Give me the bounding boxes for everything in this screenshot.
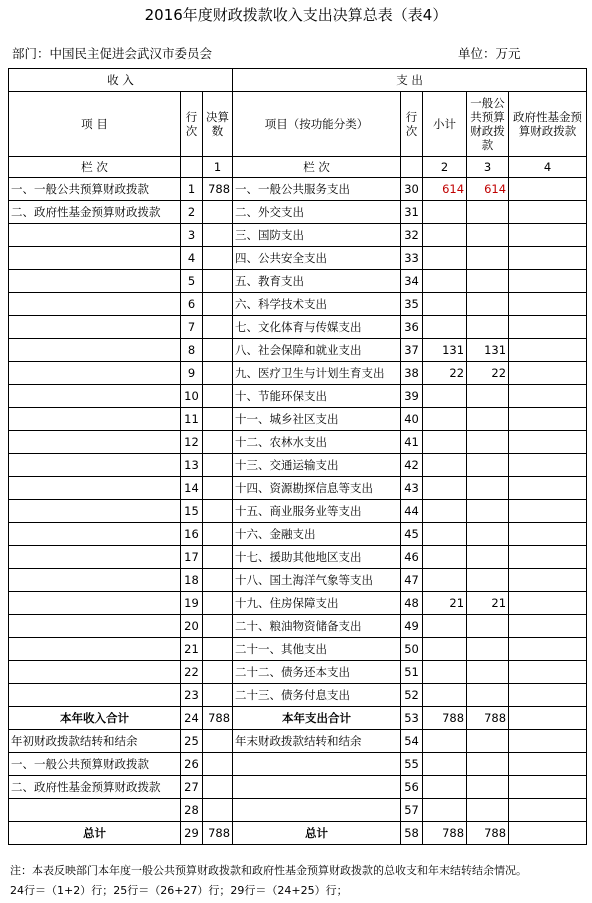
item-header: 项 目	[9, 92, 181, 157]
expense-row-no: 39	[401, 385, 423, 408]
expense-row-no: 45	[401, 523, 423, 546]
grand-income-total-label: 总计	[9, 822, 181, 845]
expense-subtotal	[423, 293, 467, 316]
expense-general-budget	[467, 753, 509, 776]
table-row	[9, 316, 587, 339]
expense-header: 支 出	[233, 69, 587, 92]
income-row-no: 27	[181, 776, 203, 799]
expense-item: 十四、资源勘探信息等支出	[233, 477, 401, 500]
expense-gov-fund	[509, 684, 587, 707]
footnote-1: 注：本表反映部门本年度一般公共预算财政拨款和政府性基金预算财政拨款的总收支和年末结转结余情况。	[10, 864, 527, 877]
table-row	[9, 201, 587, 224]
item-func-header: 项目（按功能分类）	[233, 92, 401, 157]
expense-subtotal	[423, 684, 467, 707]
income-item	[9, 638, 181, 661]
expense-row-no: 40	[401, 408, 423, 431]
income-amount: 788	[203, 707, 233, 730]
expense-row-no: 52	[401, 684, 423, 707]
expense-subtotal	[423, 661, 467, 684]
income-item	[9, 592, 181, 615]
expense-subtotal: 131	[423, 339, 467, 362]
expense-subtotal	[423, 270, 467, 293]
expense-general-budget: 614	[467, 178, 509, 201]
expense-general-budget	[467, 408, 509, 431]
expense-item: 八、社会保障和就业支出	[233, 339, 401, 362]
expense-item: 十九、住房保障支出	[233, 592, 401, 615]
expense-general-budget	[467, 247, 509, 270]
expense-item: 十六、金融支出	[233, 523, 401, 546]
department-label: 部门：中国民主促进会武汉市委员会	[12, 46, 213, 61]
expense-item: 十七、援助其他地区支出	[233, 546, 401, 569]
year-expense-total-label: 本年支出合计	[233, 707, 401, 730]
income-amount	[203, 592, 233, 615]
table-row	[9, 684, 587, 707]
income-row-no: 13	[181, 454, 203, 477]
expense-item: 十八、国土海洋气象等支出	[233, 569, 401, 592]
expense-subtotal	[423, 454, 467, 477]
grand-expense-total-label: 总计	[233, 822, 401, 845]
expense-subtotal: 22	[423, 362, 467, 385]
income-row-no: 11	[181, 408, 203, 431]
income-row-no: 23	[181, 684, 203, 707]
expense-subtotal	[423, 408, 467, 431]
income-row-no: 8	[181, 339, 203, 362]
income-amount	[203, 500, 233, 523]
income-row-no: 3	[181, 224, 203, 247]
table-row	[9, 730, 587, 753]
expense-subtotal: 21	[423, 592, 467, 615]
expense-gov-fund	[509, 431, 587, 454]
income-row-no: 16	[181, 523, 203, 546]
income-row-no: 2	[181, 201, 203, 224]
expense-row-no: 55	[401, 753, 423, 776]
expense-subtotal: 788	[423, 822, 467, 845]
expense-gov-fund	[509, 707, 587, 730]
expense-general-budget	[467, 454, 509, 477]
table-row	[9, 638, 587, 661]
income-item	[9, 523, 181, 546]
general-budget-header: 一般公共预算财政拨款	[467, 92, 509, 157]
expense-item: 五、教育支出	[233, 270, 401, 293]
income-amount	[203, 546, 233, 569]
expense-subtotal	[423, 638, 467, 661]
income-amount	[203, 224, 233, 247]
expense-row-no: 34	[401, 270, 423, 293]
expense-general-budget: 788	[467, 707, 509, 730]
income-row-no: 20	[181, 615, 203, 638]
expense-row-no: 33	[401, 247, 423, 270]
expense-subtotal	[423, 316, 467, 339]
table-row	[9, 362, 587, 385]
expense-general-budget	[467, 224, 509, 247]
expense-item: 十五、商业服务业等支出	[233, 500, 401, 523]
income-item	[9, 569, 181, 592]
expense-gov-fund	[509, 776, 587, 799]
income-amount	[203, 454, 233, 477]
grand-total-row	[9, 822, 587, 845]
expense-subtotal: 614	[423, 178, 467, 201]
expense-item: 二十二、债务还本支出	[233, 661, 401, 684]
year-total-row	[9, 707, 587, 730]
income-amount	[203, 247, 233, 270]
income-row-no: 7	[181, 316, 203, 339]
expense-row-no: 47	[401, 569, 423, 592]
income-header: 收 入	[9, 69, 233, 92]
table-row	[9, 661, 587, 684]
income-row-no: 6	[181, 293, 203, 316]
expense-gov-fund	[509, 477, 587, 500]
expense-gov-fund	[509, 615, 587, 638]
income-item	[9, 293, 181, 316]
expense-general-budget	[467, 684, 509, 707]
expense-item: 十三、交通运输支出	[233, 454, 401, 477]
table-row	[9, 224, 587, 247]
income-row-no: 21	[181, 638, 203, 661]
expense-gov-fund	[509, 362, 587, 385]
expense-gov-fund	[509, 454, 587, 477]
income-item	[9, 408, 181, 431]
income-item: 二、政府性基金预算财政拨款	[9, 201, 181, 224]
col2-label: 2	[423, 157, 467, 178]
expense-row-no: 37	[401, 339, 423, 362]
expense-row-no: 35	[401, 293, 423, 316]
expense-row-no: 49	[401, 615, 423, 638]
expense-gov-fund	[509, 201, 587, 224]
expense-general-budget	[467, 546, 509, 569]
income-item: 一、一般公共预算财政拨款	[9, 753, 181, 776]
income-row-no: 14	[181, 477, 203, 500]
expense-row-no: 51	[401, 661, 423, 684]
expense-row-no: 48	[401, 592, 423, 615]
table-row	[9, 500, 587, 523]
expense-item: 二十一、其他支出	[233, 638, 401, 661]
income-amount	[203, 316, 233, 339]
income-item	[9, 477, 181, 500]
expense-item: 九、医疗卫生与计划生育支出	[233, 362, 401, 385]
expense-item: 十二、农林水支出	[233, 431, 401, 454]
expense-row-no: 56	[401, 776, 423, 799]
final-header: 决算数	[203, 92, 233, 157]
income-item	[9, 661, 181, 684]
expense-subtotal	[423, 776, 467, 799]
expense-subtotal	[423, 799, 467, 822]
expense-item: 十、节能环保支出	[233, 385, 401, 408]
expense-general-budget	[467, 500, 509, 523]
expense-row-no: 54	[401, 730, 423, 753]
table-row	[9, 247, 587, 270]
expense-row-no: 44	[401, 500, 423, 523]
income-row-no: 25	[181, 730, 203, 753]
expense-gov-fund	[509, 178, 587, 201]
income-row-no: 1	[181, 178, 203, 201]
income-amount	[203, 730, 233, 753]
income-item	[9, 546, 181, 569]
expense-subtotal: 788	[423, 707, 467, 730]
income-item	[9, 799, 181, 822]
income-row-no: 9	[181, 362, 203, 385]
expense-general-budget	[467, 661, 509, 684]
table-row	[9, 523, 587, 546]
expense-gov-fund	[509, 293, 587, 316]
col4-label: 4	[509, 157, 587, 178]
expense-row-no: 43	[401, 477, 423, 500]
expense-general-budget	[467, 799, 509, 822]
unit-label: 单位：万元	[458, 46, 521, 61]
expense-row-no: 31	[401, 201, 423, 224]
income-item	[9, 500, 181, 523]
expense-row-no: 53	[401, 707, 423, 730]
expense-item: 二、外交支出	[233, 201, 401, 224]
expense-general-budget	[467, 638, 509, 661]
income-row-no: 10	[181, 385, 203, 408]
income-amount	[203, 293, 233, 316]
table-row	[9, 408, 587, 431]
table-row	[9, 385, 587, 408]
expense-row-no: 41	[401, 431, 423, 454]
expense-item: 二十、粮油物资储备支出	[233, 615, 401, 638]
expense-row-no: 42	[401, 454, 423, 477]
income-item	[9, 316, 181, 339]
income-item: 一、一般公共预算财政拨款	[9, 178, 181, 201]
income-item	[9, 224, 181, 247]
income-item	[9, 684, 181, 707]
expense-row-no: 46	[401, 546, 423, 569]
expense-gov-fund	[509, 523, 587, 546]
income-row-no: 15	[181, 500, 203, 523]
table-row	[9, 454, 587, 477]
expense-item: 十一、城乡社区支出	[233, 408, 401, 431]
expense-item	[233, 753, 401, 776]
expense-general-budget	[467, 270, 509, 293]
expense-row-no: 32	[401, 224, 423, 247]
income-row-no: 17	[181, 546, 203, 569]
expense-subtotal	[423, 247, 467, 270]
table-row	[9, 615, 587, 638]
expense-subtotal	[423, 431, 467, 454]
expense-item: 年末财政拨款结转和结余	[233, 730, 401, 753]
income-item	[9, 385, 181, 408]
expense-subtotal	[423, 569, 467, 592]
expense-gov-fund	[509, 247, 587, 270]
expense-subtotal	[423, 615, 467, 638]
income-item	[9, 270, 181, 293]
expense-general-budget	[467, 201, 509, 224]
table-row	[9, 431, 587, 454]
expense-row-no: 50	[401, 638, 423, 661]
expense-gov-fund	[509, 822, 587, 845]
expense-item: 二十三、债务付息支出	[233, 684, 401, 707]
col-label-left: 栏 次	[9, 157, 181, 178]
expense-general-budget	[467, 569, 509, 592]
expense-subtotal	[423, 523, 467, 546]
table-row	[9, 270, 587, 293]
expense-gov-fund	[509, 339, 587, 362]
income-amount	[203, 477, 233, 500]
income-item	[9, 362, 181, 385]
income-amount	[203, 776, 233, 799]
table-row	[9, 592, 587, 615]
report-title: 2016年度财政拨款收入支出决算总表（表4）	[144, 6, 448, 24]
footnote-2: 24行＝（1+2）行；25行＝（26+27）行；29行＝（24+25）行；	[10, 884, 348, 897]
table-row	[9, 753, 587, 776]
table-row	[9, 477, 587, 500]
expense-gov-fund	[509, 569, 587, 592]
income-amount	[203, 638, 233, 661]
subtotal-header: 小计	[423, 92, 467, 157]
table-row	[9, 339, 587, 362]
income-row-no: 24	[181, 707, 203, 730]
income-amount: 788	[203, 822, 233, 845]
income-row-no: 4	[181, 247, 203, 270]
col1-label: 1	[203, 157, 233, 178]
expense-general-budget	[467, 385, 509, 408]
income-item	[9, 615, 181, 638]
expense-gov-fund	[509, 661, 587, 684]
table-row	[9, 799, 587, 822]
expense-gov-fund	[509, 224, 587, 247]
expense-gov-fund	[509, 730, 587, 753]
income-row-no: 22	[181, 661, 203, 684]
income-item	[9, 339, 181, 362]
expense-gov-fund	[509, 408, 587, 431]
expense-subtotal	[423, 477, 467, 500]
income-amount	[203, 339, 233, 362]
expense-general-budget	[467, 431, 509, 454]
expense-subtotal	[423, 546, 467, 569]
expense-item: 一、一般公共服务支出	[233, 178, 401, 201]
income-row-no: 26	[181, 753, 203, 776]
expense-general-budget: 788	[467, 822, 509, 845]
expense-gov-fund	[509, 546, 587, 569]
expense-item: 三、国防支出	[233, 224, 401, 247]
expense-gov-fund	[509, 799, 587, 822]
expense-general-budget: 21	[467, 592, 509, 615]
expense-gov-fund	[509, 270, 587, 293]
expense-general-budget	[467, 477, 509, 500]
expense-row-no: 38	[401, 362, 423, 385]
budget-table	[8, 68, 587, 845]
expense-subtotal	[423, 385, 467, 408]
expense-item: 四、公共安全支出	[233, 247, 401, 270]
expense-general-budget	[467, 523, 509, 546]
table-row	[9, 546, 587, 569]
income-item: 二、政府性基金预算财政拨款	[9, 776, 181, 799]
expense-general-budget: 22	[467, 362, 509, 385]
col-label-right: 栏 次	[233, 157, 401, 178]
row-no-header-right: 行次	[401, 92, 423, 157]
expense-subtotal	[423, 753, 467, 776]
expense-item: 六、科学技术支出	[233, 293, 401, 316]
expense-general-budget	[467, 776, 509, 799]
income-amount	[203, 661, 233, 684]
expense-row-no: 58	[401, 822, 423, 845]
expense-general-budget	[467, 293, 509, 316]
expense-item	[233, 776, 401, 799]
row-no-header: 行次	[181, 92, 203, 157]
expense-general-budget: 131	[467, 339, 509, 362]
table-row	[9, 776, 587, 799]
expense-subtotal	[423, 224, 467, 247]
expense-gov-fund	[509, 638, 587, 661]
income-amount	[203, 799, 233, 822]
expense-general-budget	[467, 316, 509, 339]
table-row	[9, 178, 587, 201]
income-amount	[203, 201, 233, 224]
income-item: 年初财政拨款结转和结余	[9, 730, 181, 753]
expense-subtotal	[423, 500, 467, 523]
expense-general-budget	[467, 615, 509, 638]
expense-item: 七、文化体育与传媒支出	[233, 316, 401, 339]
expense-general-budget	[467, 730, 509, 753]
income-amount	[203, 362, 233, 385]
expense-row-no: 36	[401, 316, 423, 339]
expense-subtotal	[423, 201, 467, 224]
income-row-no: 19	[181, 592, 203, 615]
income-row-no: 18	[181, 569, 203, 592]
expense-gov-fund	[509, 753, 587, 776]
income-amount	[203, 431, 233, 454]
expense-item	[233, 799, 401, 822]
income-amount	[203, 569, 233, 592]
expense-gov-fund	[509, 500, 587, 523]
expense-row-no: 30	[401, 178, 423, 201]
table-row	[9, 569, 587, 592]
expense-gov-fund	[509, 592, 587, 615]
year-income-total-label: 本年收入合计	[9, 707, 181, 730]
income-row-no: 5	[181, 270, 203, 293]
income-item	[9, 431, 181, 454]
income-row-no: 28	[181, 799, 203, 822]
income-amount	[203, 684, 233, 707]
expense-row-no: 57	[401, 799, 423, 822]
income-amount: 788	[203, 178, 233, 201]
income-item	[9, 247, 181, 270]
income-amount	[203, 615, 233, 638]
income-amount	[203, 385, 233, 408]
income-amount	[203, 408, 233, 431]
expense-subtotal	[423, 730, 467, 753]
income-item	[9, 454, 181, 477]
gov-fund-header: 政府性基金预算财政拨款	[509, 92, 587, 157]
col3-label: 3	[467, 157, 509, 178]
income-amount	[203, 523, 233, 546]
income-row-no: 29	[181, 822, 203, 845]
income-amount	[203, 753, 233, 776]
expense-gov-fund	[509, 385, 587, 408]
expense-gov-fund	[509, 316, 587, 339]
table-row	[9, 293, 587, 316]
income-row-no: 12	[181, 431, 203, 454]
income-amount	[203, 270, 233, 293]
